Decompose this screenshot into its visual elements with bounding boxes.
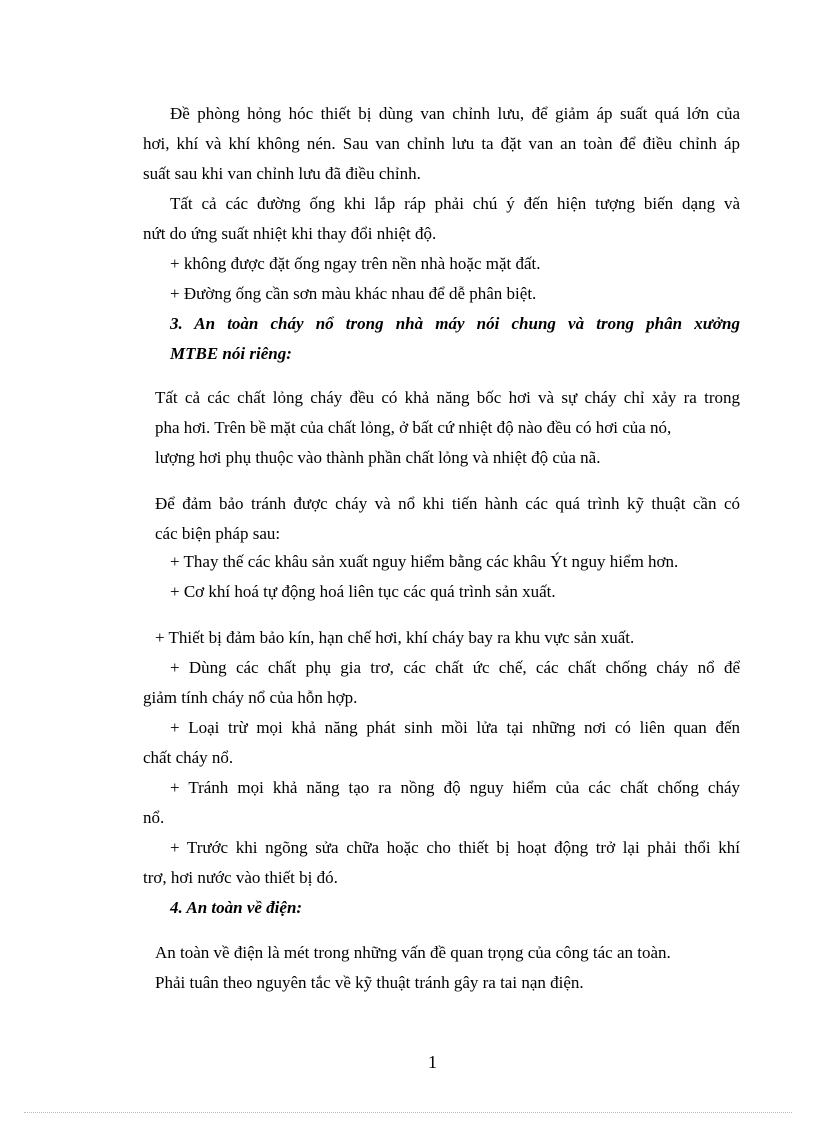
para-3-line-1: Tất cả các chất lỏng cháy đều có khả năng bốc hơi và sự cháy chỉ xảy ra trong	[155, 388, 740, 407]
section-3-heading-line-2: MTBE nói riêng:	[170, 344, 292, 363]
page-number: 1	[428, 1052, 437, 1072]
bullet-1: + không được đặt ống ngay trên nền nhà hoặc mặt đất.	[170, 254, 541, 273]
bullet-2: + Đường ống cần sơn màu khác nhau để dễ phân biệt.	[170, 284, 537, 303]
section-4-heading: 4. An toàn về điện:	[170, 898, 303, 917]
bullet-9-line-1: + Trước khi ngõng sửa chữa hoặc cho thiết bị hoạt động trở lại phải thổi khí	[170, 838, 740, 857]
bullet-6-line-2: giảm tính cháy nổ của hỗn hợp.	[143, 688, 358, 707]
page-bottom-divider	[24, 1112, 792, 1113]
para-1-line-1: Đề phòng hỏng hóc thiết bị dùng van chỉnh lưu, để giảm áp suất quá lớn của	[170, 104, 740, 123]
bullet-4: + Cơ khí hoá tự động hoá liên tục các quá trình sản xuất.	[170, 582, 556, 601]
section-3-heading-line-1: 3. An toàn cháy nổ trong nhà máy nói chung và trong phân xưởng	[170, 314, 740, 333]
para-2-line-2: nứt do ứng suất nhiệt khi thay đổi nhiệt độ.	[143, 224, 437, 243]
para-5-line-2: Phải tuân theo nguyên tắc về kỹ thuật tránh gây ra tai nạn điện.	[155, 973, 584, 992]
para-3-line-2: pha hơi. Trên bề mặt của chất lỏng, ở bất cứ nhiệt độ nào đều có hơi của nó,	[155, 418, 672, 437]
bullet-9-line-2: trơ, hơi nước vào thiết bị đó.	[143, 868, 338, 887]
bullet-8-line-1: + Tránh mọi khả năng tạo ra nồng độ nguy hiểm của các chất chống cháy	[170, 778, 740, 797]
para-2-line-1: Tất cả các đường ống khi lắp ráp phải chú ý đến hiện tượng biến dạng và	[170, 194, 740, 213]
bullet-5: + Thiết bị đảm bảo kín, hạn chế hơi, khí cháy bay ra khu vực sản xuất.	[155, 628, 635, 647]
para-5-line-1: An toàn về điện là mét trong những vấn đề quan trọng của công tác an toàn.	[155, 943, 671, 962]
bullet-6-line-1: + Dùng các chất phụ gia trơ, các chất ức chế, các chất chống cháy nổ để	[170, 658, 740, 677]
para-4-line-2: các biện pháp sau:	[155, 524, 281, 543]
para-1-line-3: suất sau khi van chỉnh lưu đã điều chỉnh.	[143, 164, 421, 183]
bullet-8-line-2: nổ.	[143, 808, 165, 827]
para-4-line-1: Để đảm bảo tránh được cháy và nổ khi tiến hành các quá trình kỹ thuật cần có	[155, 494, 740, 513]
para-1-line-2: hơi, khí và khí không nén. Sau van chỉnh lưu ta đặt van an toàn để điều chỉnh áp	[143, 134, 740, 153]
bullet-7-line-1: + Loại trừ mọi khả năng phát sinh mồi lửa tại những nơi có liên quan đến	[170, 718, 740, 737]
bullet-7-line-2: chất cháy nổ.	[143, 748, 234, 767]
bullet-3: + Thay thế các khâu sản xuất nguy hiểm bằng các khâu Ýt nguy hiểm hơn.	[170, 552, 679, 571]
para-3-line-3: lượng hơi phụ thuộc vào thành phần chất lỏng và nhiệt độ của nã.	[155, 448, 601, 467]
